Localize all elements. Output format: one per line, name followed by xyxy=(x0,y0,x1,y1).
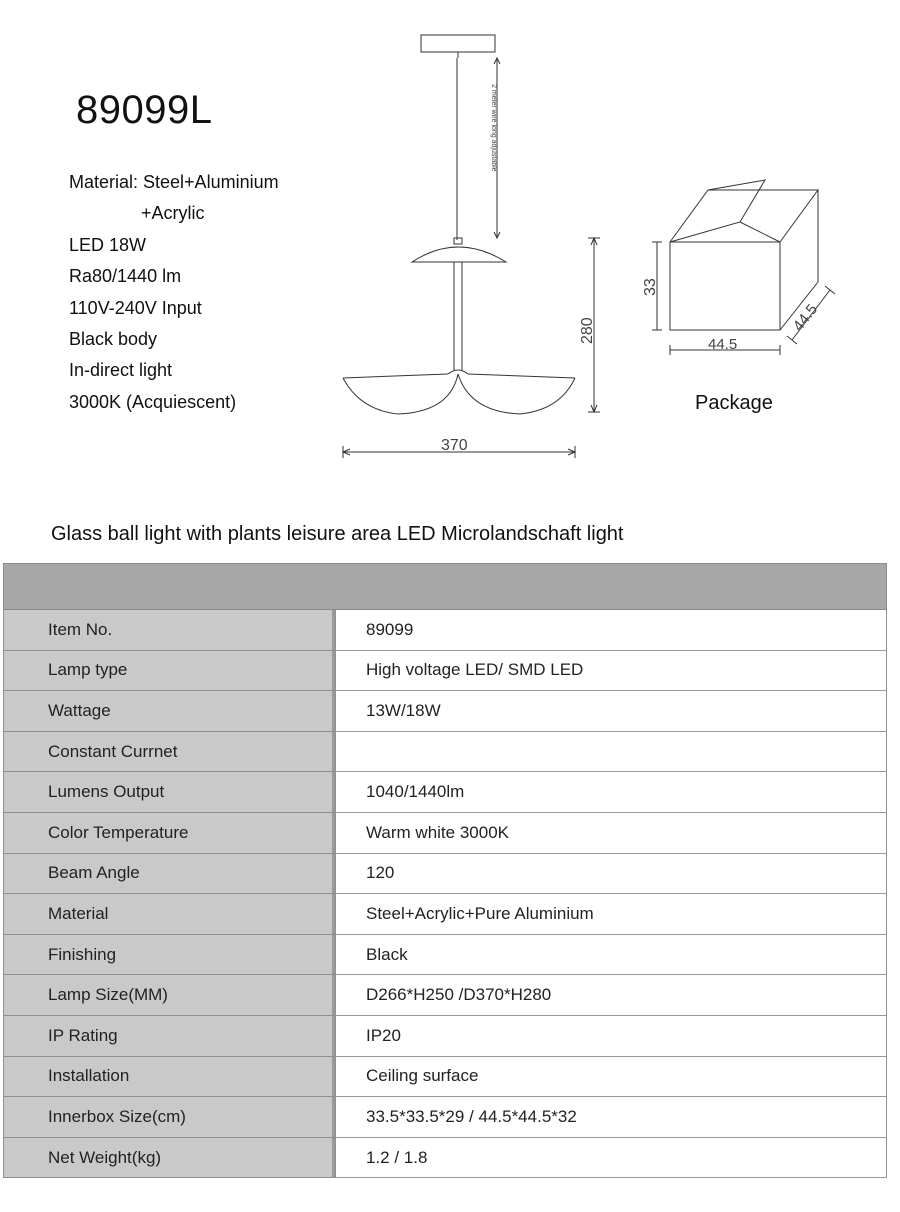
lamp-top-cap xyxy=(454,238,462,244)
table-row xyxy=(3,813,887,854)
row-key: IP Rating xyxy=(3,1016,336,1057)
row-value: 1.2 / 1.8 xyxy=(336,1138,887,1179)
pkg-depth-label: 44.5 xyxy=(789,300,822,335)
row-key: Color Temperature xyxy=(3,813,336,854)
row-value xyxy=(336,732,887,773)
spec-cct: 3000K (Acquiescent) xyxy=(69,391,237,412)
table-row xyxy=(3,651,887,692)
row-value: Ceiling surface xyxy=(336,1057,887,1098)
table-row xyxy=(3,1138,887,1179)
row-key: Installation xyxy=(3,1057,336,1098)
spec-material-cont: +Acrylic xyxy=(141,203,205,224)
spec-table xyxy=(3,563,887,1178)
row-value: Warm white 3000K xyxy=(336,813,887,854)
package-label: Package xyxy=(695,392,773,414)
row-value: 33.5*33.5*29 / 44.5*44.5*32 xyxy=(336,1097,887,1138)
table-header-bar xyxy=(3,563,887,610)
spec-lumen: Ra80/1440 lm xyxy=(69,266,182,287)
row-key: Innerbox Size(cm) xyxy=(3,1097,336,1138)
width-dim-label: 370 xyxy=(441,437,468,454)
table-row xyxy=(3,1097,887,1138)
lamp-shade-rim-right xyxy=(468,374,575,378)
package-flap-fold xyxy=(740,222,780,242)
row-key: Lamp Size(MM) xyxy=(3,975,336,1016)
lamp-shade-rim-left xyxy=(343,374,448,378)
row-value: D266*H250 /D370*H280 xyxy=(336,975,887,1016)
height-dim-label: 280 xyxy=(579,317,596,344)
lamp-left-shade xyxy=(343,374,458,414)
pkg-depth-tick-bottom xyxy=(787,336,797,344)
table-row xyxy=(3,772,887,813)
product-model: 89099L xyxy=(76,88,213,132)
row-value: High voltage LED/ SMD LED xyxy=(336,651,887,692)
row-key: Material xyxy=(3,894,336,935)
row-value: 120 xyxy=(336,854,887,895)
row-value: Black xyxy=(336,935,887,976)
row-key: Lumens Output xyxy=(3,772,336,813)
row-value: 13W/18W xyxy=(336,691,887,732)
pkg-depth-tick-top xyxy=(825,286,835,294)
row-key: Net Weight(kg) xyxy=(3,1138,336,1179)
row-key: Beam Angle xyxy=(3,854,336,895)
row-value: 89099 xyxy=(336,610,887,651)
product-subtitle: Glass ball light with plants leisure area LED Microlandschaft light xyxy=(51,523,624,545)
spec-input: 110V-240V Input xyxy=(69,297,202,318)
package-front xyxy=(670,242,780,330)
table-body xyxy=(3,610,887,1178)
lamp-hub xyxy=(448,370,468,374)
spec-light: In-direct light xyxy=(69,360,173,381)
table-row xyxy=(3,894,887,935)
pkg-width-label: 44.5 xyxy=(708,336,738,353)
table-row xyxy=(3,935,887,976)
table-row xyxy=(3,975,887,1016)
ceiling-canopy xyxy=(421,35,495,52)
pkg-height-label: 33 xyxy=(642,278,659,296)
row-key: Wattage xyxy=(3,691,336,732)
lamp-top-disc xyxy=(412,247,506,262)
table-row xyxy=(3,854,887,895)
table-row xyxy=(3,732,887,773)
row-key: Finishing xyxy=(3,935,336,976)
table-row xyxy=(3,610,887,651)
row-key: Constant Currnet xyxy=(3,732,336,773)
spec-body: Black body xyxy=(69,329,158,350)
technical-drawing xyxy=(0,0,900,500)
wire-note: 2 meter wire long adjustable xyxy=(490,84,497,172)
spec-power: LED 18W xyxy=(69,234,147,255)
row-key: Item No. xyxy=(3,610,336,651)
spec-material: Material: Steel+Aluminium xyxy=(69,172,279,192)
table-row xyxy=(3,691,887,732)
lamp-right-shade xyxy=(458,374,575,414)
row-value: IP20 xyxy=(336,1016,887,1057)
table-row xyxy=(3,1016,887,1057)
package-flap-left xyxy=(670,180,765,242)
row-key: Lamp type xyxy=(3,651,336,692)
row-value: Steel+Acrylic+Pure Aluminium xyxy=(336,894,887,935)
table-row xyxy=(3,1057,887,1098)
row-value: 1040/1440lm xyxy=(336,772,887,813)
